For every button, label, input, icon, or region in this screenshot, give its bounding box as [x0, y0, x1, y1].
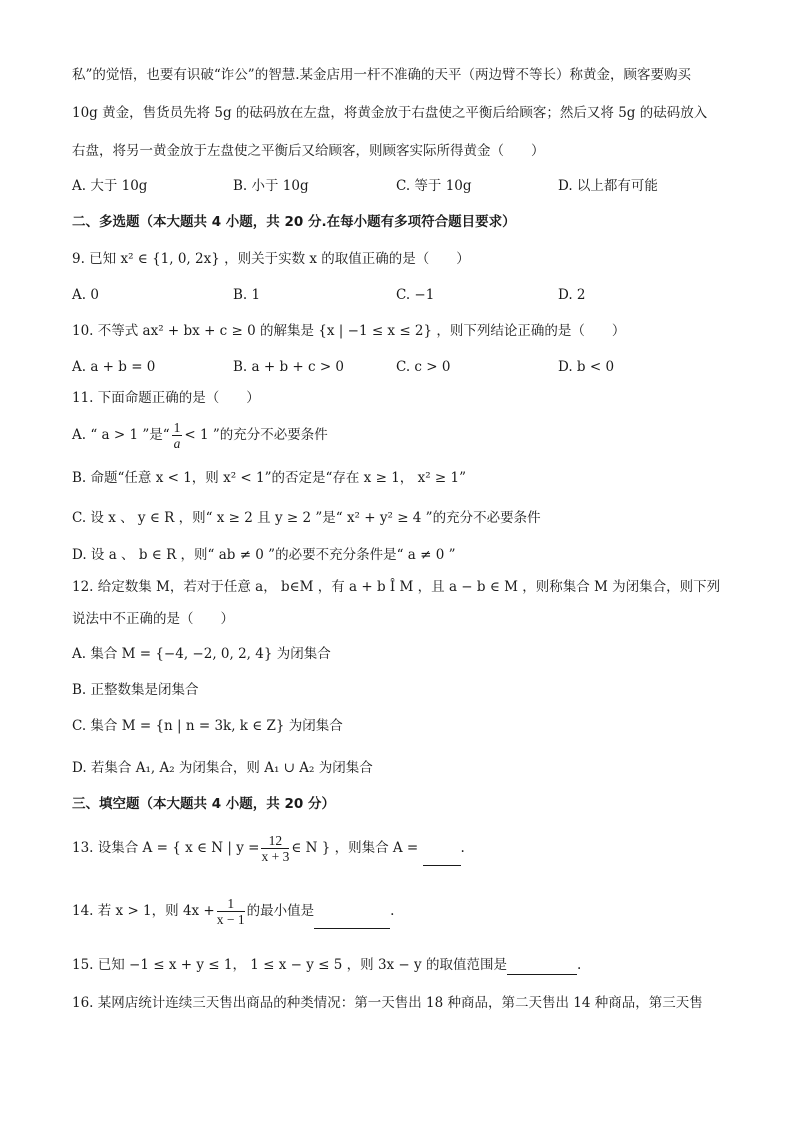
- q14-stem: [72, 893, 394, 929]
- fraction-1-over-x-minus-1: [217, 896, 245, 927]
- q14-pre: 14. 若 x > 1，则 4x +: [72, 903, 215, 919]
- q12-option-d: D. 若集合 A₁, A₂ 为闭集合，则 A₁ ∪ A₂ 为闭集合: [72, 760, 373, 776]
- fraction-denominator: a: [173, 436, 181, 451]
- q12-option-c: C. 集合 M = {n | n = 3k, k ∈ Z} 为闭集合: [72, 718, 343, 734]
- answer-blank[interactable]: [507, 960, 577, 975]
- q12-option-b: B. 正整数集是闭集合: [72, 682, 199, 698]
- q11-stem: 11. 下面命题正确的是（ ）: [72, 390, 260, 406]
- q9-option-a: A. 0: [72, 287, 99, 303]
- q8-option-d: D. 以上都有可能: [558, 178, 658, 194]
- q11-option-a-post: < 1 ”的充分不必要条件: [184, 427, 328, 443]
- q13-end: .: [460, 840, 465, 856]
- answer-blank[interactable]: [314, 914, 390, 929]
- fraction-12-over-x-plus-3: [261, 833, 289, 864]
- q12-stem-line-1: 12. 给定数集 M，若对于任意 a， b∈M ，有 a + b Î M ，且 a − b ∈ M ，则称集合 M 为闭集合，则下列: [72, 579, 721, 595]
- q15-end: .: [576, 957, 582, 973]
- q14-post: 的最小值是: [246, 903, 315, 919]
- fraction-numerator: 1: [217, 896, 245, 912]
- q8-stem-line-1: 私”的觉悟，也要有识破“诈公”的智慧.某金店用一杆不准确的天平（两边臂不等长）称黄金，顾客要购买: [72, 67, 691, 83]
- q10-option-b: B. a + b + c > 0: [233, 359, 345, 375]
- q13-stem: [72, 830, 465, 866]
- q12-stem-line-2: 说法中不正确的是（ ）: [72, 611, 234, 627]
- q9-option-b: B. 1: [233, 287, 261, 303]
- q11-option-a: [72, 417, 328, 453]
- q8-option-a: A. 大于 10g: [72, 178, 148, 194]
- q9-option-c: C. −1: [396, 287, 435, 303]
- q8-option-b: B. 小于 10g: [233, 178, 309, 194]
- q9-stem: 9. 已知 x² ∈ {1, 0, 2x} ，则关于实数 x 的取值正确的是（ ）: [72, 251, 470, 267]
- q10-option-c: C. c > 0: [396, 359, 451, 375]
- q11-option-d: D. 设 a 、 b ∈ R ，则“ ab ≠ 0 ”的必要不充分条件是“ a ≠ 0 ”: [72, 547, 456, 563]
- q10-option-d: D. b < 0: [558, 359, 615, 375]
- fraction-1-over-a: [172, 420, 183, 451]
- q16-stem: 16. 某网店统计连续三天售出商品的种类情况：第一天售出 18 种商品，第二天售出 14 种商品，第三天售: [72, 995, 703, 1011]
- section-3-heading: 三、填空题（本大题共 4 小题，共 20 分）: [72, 796, 335, 812]
- q10-option-a: A. a + b = 0: [72, 359, 156, 375]
- fraction-numerator: 1: [173, 420, 181, 435]
- fraction-denominator: x + 3: [261, 849, 290, 864]
- q13-pre: 13. 设集合 A = { x ∈ N | y =: [72, 840, 260, 856]
- q9-option-d: D. 2: [558, 287, 586, 303]
- q10-stem: 10. 不等式 ax² + bx + c ≥ 0 的解集是 {x | −1 ≤ x ≤ 2} ，则下列结论正确的是（ ）: [72, 323, 626, 339]
- q8-option-c: C. 等于 10g: [396, 178, 472, 194]
- q14-end: .: [390, 903, 395, 919]
- section-2-heading: 二、多选题（本大题共 4 小题，共 20 分.在每小题有多项符合题目要求）: [72, 214, 516, 230]
- q15-stem: [72, 955, 581, 975]
- fraction-numerator: 12: [261, 833, 289, 849]
- q8-stem-line-3: 右盘，将另一黄金放于左盘使之平衡后又给顾客，则顾客实际所得黄金（ ）: [72, 143, 545, 159]
- answer-blank[interactable]: [423, 851, 461, 866]
- q11-option-c: C. 设 x 、 y ∈ R ，则“ x ≥ 2 且 y ≥ 2 ”是“ x² + y² ≥ 4 ”的充分不必要条件: [72, 510, 541, 526]
- q12-option-a: A. 集合 M = {−4, −2, 0, 2, 4} 为闭集合: [72, 646, 331, 662]
- q8-stem-line-2: 10g 黄金，售货员先将 5g 的砝码放在左盘，将黄金放于右盘使之平衡后给顾客；然后又将 5g 的砝码放入: [72, 105, 708, 121]
- q13-post: ∈ N } ，则集合 A =: [291, 840, 419, 856]
- q11-option-b: B. 命题“任意 x < 1，则 x² < 1”的否定是“存在 x ≥ 1， x² ≥ 1”: [72, 470, 466, 486]
- fraction-denominator: x − 1: [216, 912, 245, 927]
- q11-option-a-pre: A. “ a > 1 ”是“: [72, 427, 170, 443]
- q15-text: 15. 已知 −1 ≤ x + y ≤ 1， 1 ≤ x − y ≤ 5 ，则 3x − y 的取值范围是: [72, 957, 507, 973]
